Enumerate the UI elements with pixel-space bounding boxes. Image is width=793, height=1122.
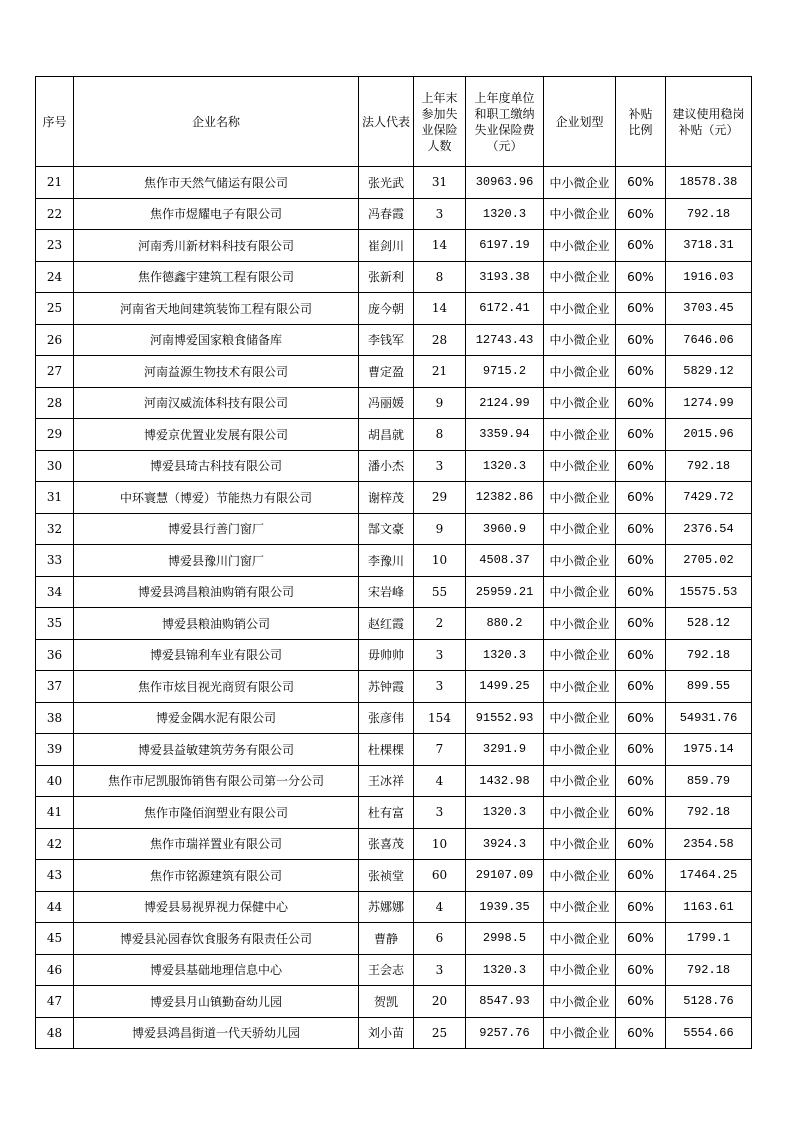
cell-legal-rep: 杜棵棵: [359, 734, 414, 766]
cell-premium: 6197.19: [466, 230, 544, 262]
cell-company: 河南益源生物技术有限公司: [74, 356, 359, 388]
cell-premium: 91552.93: [466, 702, 544, 734]
cell-subsidy: 899.55: [666, 671, 752, 703]
cell-ratio: 60%: [616, 986, 666, 1018]
cell-company: 博爱金隅水泥有限公司: [74, 702, 359, 734]
table-row: [36, 576, 752, 608]
cell-ratio: 60%: [616, 356, 666, 388]
cell-subsidy: 54931.76: [666, 702, 752, 734]
cell-subsidy: 2705.02: [666, 545, 752, 577]
table-row: [36, 1017, 752, 1049]
cell-subsidy: 1975.14: [666, 734, 752, 766]
cell-ratio: 60%: [616, 387, 666, 419]
cell-enterprise-type: 中小微企业: [544, 482, 616, 514]
table-row: [36, 639, 752, 671]
cell-ratio: 60%: [616, 450, 666, 482]
cell-premium: 1320.3: [466, 797, 544, 829]
cell-subsidy: 5554.66: [666, 1017, 752, 1049]
cell-ratio: 60%: [616, 261, 666, 293]
cell-insured-count: 28: [414, 324, 466, 356]
cell-insured-count: 4: [414, 891, 466, 923]
cell-legal-rep: 李钱军: [359, 324, 414, 356]
cell-ratio: 60%: [616, 608, 666, 640]
table-row: [36, 891, 752, 923]
cell-seq: 23: [36, 230, 74, 262]
cell-insured-count: 3: [414, 450, 466, 482]
cell-ratio: 60%: [616, 482, 666, 514]
cell-insured-count: 8: [414, 261, 466, 293]
cell-premium: 4508.37: [466, 545, 544, 577]
cell-subsidy: 15575.53: [666, 576, 752, 608]
cell-ratio: 60%: [616, 954, 666, 986]
cell-ratio: 60%: [616, 576, 666, 608]
cell-company: 焦作德鑫宇建筑工程有限公司: [74, 261, 359, 293]
cell-company: 博爱县鸿昌粮油购销有限公司: [74, 576, 359, 608]
cell-enterprise-type: 中小微企业: [544, 513, 616, 545]
table-row: [36, 765, 752, 797]
cell-company: 焦作市瑞祥置业有限公司: [74, 828, 359, 860]
header-insured-count-label: 上年末参加失业保险人数: [421, 90, 458, 153]
cell-enterprise-type: 中小微企业: [544, 954, 616, 986]
cell-company: 河南汉威流体科技有限公司: [74, 387, 359, 419]
cell-seq: 43: [36, 860, 74, 892]
cell-legal-rep: 宋岩峰: [359, 576, 414, 608]
cell-seq: 22: [36, 198, 74, 230]
table-row: [36, 608, 752, 640]
table-row: [36, 734, 752, 766]
cell-legal-rep: 苏娜娜: [359, 891, 414, 923]
cell-seq: 31: [36, 482, 74, 514]
cell-legal-rep: 张彦伟: [359, 702, 414, 734]
cell-subsidy: 7429.72: [666, 482, 752, 514]
table-row: [36, 293, 752, 325]
cell-enterprise-type: 中小微企业: [544, 1017, 616, 1049]
cell-legal-rep: 王冰祥: [359, 765, 414, 797]
cell-premium: 1320.3: [466, 198, 544, 230]
cell-legal-rep: 庞今朝: [359, 293, 414, 325]
header-row: [36, 77, 752, 167]
cell-enterprise-type: 中小微企业: [544, 198, 616, 230]
cell-subsidy: 2376.54: [666, 513, 752, 545]
cell-premium: 1320.3: [466, 639, 544, 671]
cell-subsidy: 792.18: [666, 450, 752, 482]
cell-ratio: 60%: [616, 797, 666, 829]
cell-ratio: 60%: [616, 324, 666, 356]
cell-premium: 1432.98: [466, 765, 544, 797]
cell-ratio: 60%: [616, 860, 666, 892]
cell-company: 河南秀川新材料科技有限公司: [74, 230, 359, 262]
cell-company: 博爱县豫川门窗厂: [74, 545, 359, 577]
cell-legal-rep: 刘小苗: [359, 1017, 414, 1049]
cell-seq: 45: [36, 923, 74, 955]
cell-insured-count: 6: [414, 923, 466, 955]
cell-subsidy: 2015.96: [666, 419, 752, 451]
cell-seq: 34: [36, 576, 74, 608]
cell-legal-rep: 曹定盈: [359, 356, 414, 388]
cell-premium: 3359.94: [466, 419, 544, 451]
cell-premium: 29107.09: [466, 860, 544, 892]
cell-enterprise-type: 中小微企业: [544, 702, 616, 734]
cell-premium: 880.2: [466, 608, 544, 640]
table-row: [36, 230, 752, 262]
cell-legal-rep: 张祯堂: [359, 860, 414, 892]
cell-enterprise-type: 中小微企业: [544, 545, 616, 577]
cell-seq: 47: [36, 986, 74, 1018]
cell-insured-count: 9: [414, 387, 466, 419]
cell-insured-count: 154: [414, 702, 466, 734]
table-row: [36, 324, 752, 356]
cell-insured-count: 9: [414, 513, 466, 545]
table-body: [36, 167, 752, 1049]
cell-enterprise-type: 中小微企业: [544, 230, 616, 262]
cell-premium: 3924.3: [466, 828, 544, 860]
cell-seq: 44: [36, 891, 74, 923]
cell-seq: 32: [36, 513, 74, 545]
cell-company: 河南省天地间建筑装饰工程有限公司: [74, 293, 359, 325]
cell-insured-count: 55: [414, 576, 466, 608]
cell-subsidy: 859.79: [666, 765, 752, 797]
cell-ratio: 60%: [616, 545, 666, 577]
cell-seq: 25: [36, 293, 74, 325]
cell-legal-rep: 王会志: [359, 954, 414, 986]
cell-ratio: 60%: [616, 513, 666, 545]
cell-seq: 24: [36, 261, 74, 293]
cell-company: 中环寰慧（博爱）节能热力有限公司: [74, 482, 359, 514]
cell-subsidy: 1274.99: [666, 387, 752, 419]
header-company: 企业名称: [74, 77, 359, 167]
cell-legal-rep: 潘小杰: [359, 450, 414, 482]
cell-enterprise-type: 中小微企业: [544, 167, 616, 199]
cell-legal-rep: 胡昌就: [359, 419, 414, 451]
cell-seq: 30: [36, 450, 74, 482]
cell-legal-rep: 杜有富: [359, 797, 414, 829]
cell-company: 焦作市炫目视光商贸有限公司: [74, 671, 359, 703]
cell-seq: 26: [36, 324, 74, 356]
cell-premium: 2124.99: [466, 387, 544, 419]
header-insured-count: [414, 77, 466, 167]
cell-legal-rep: 冯丽媛: [359, 387, 414, 419]
cell-insured-count: 3: [414, 198, 466, 230]
cell-legal-rep: 苏钟霞: [359, 671, 414, 703]
cell-enterprise-type: 中小微企业: [544, 356, 616, 388]
cell-premium: 30963.96: [466, 167, 544, 199]
cell-ratio: 60%: [616, 671, 666, 703]
cell-company: 博爱县鸿昌街道一代天骄幼儿园: [74, 1017, 359, 1049]
cell-insured-count: 2: [414, 608, 466, 640]
cell-insured-count: 25: [414, 1017, 466, 1049]
cell-insured-count: 31: [414, 167, 466, 199]
cell-enterprise-type: 中小微企业: [544, 293, 616, 325]
table-row: [36, 797, 752, 829]
cell-subsidy: 3703.45: [666, 293, 752, 325]
cell-premium: 3960.9: [466, 513, 544, 545]
header-premium-label: 上年度单位和职工缴纳失业保险费（元）: [474, 90, 535, 153]
cell-enterprise-type: 中小微企业: [544, 671, 616, 703]
cell-enterprise-type: 中小微企业: [544, 765, 616, 797]
cell-subsidy: 17464.25: [666, 860, 752, 892]
cell-seq: 36: [36, 639, 74, 671]
cell-premium: 25959.21: [466, 576, 544, 608]
cell-premium: 1499.25: [466, 671, 544, 703]
cell-legal-rep: 谢梓茂: [359, 482, 414, 514]
cell-premium: 6172.41: [466, 293, 544, 325]
cell-enterprise-type: 中小微企业: [544, 419, 616, 451]
table-row: [36, 167, 752, 199]
cell-seq: 33: [36, 545, 74, 577]
cell-premium: 3291.9: [466, 734, 544, 766]
cell-company: 河南博爱国家粮食储备库: [74, 324, 359, 356]
cell-premium: 12743.43: [466, 324, 544, 356]
cell-company: 博爱京优置业发展有限公司: [74, 419, 359, 451]
cell-legal-rep: 崔剑川: [359, 230, 414, 262]
cell-enterprise-type: 中小微企业: [544, 608, 616, 640]
cell-enterprise-type: 中小微企业: [544, 891, 616, 923]
table-row: [36, 198, 752, 230]
cell-subsidy: 1799.1: [666, 923, 752, 955]
cell-premium: 2998.5: [466, 923, 544, 955]
cell-company: 博爱县沁园春饮食服务有限责任公司: [74, 923, 359, 955]
cell-company: 焦作市隆佰润塑业有限公司: [74, 797, 359, 829]
cell-ratio: 60%: [616, 891, 666, 923]
cell-subsidy: 18578.38: [666, 167, 752, 199]
cell-insured-count: 10: [414, 545, 466, 577]
cell-subsidy: 1163.61: [666, 891, 752, 923]
header-ratio: [616, 77, 666, 167]
cell-premium: 12382.86: [466, 482, 544, 514]
cell-seq: 28: [36, 387, 74, 419]
cell-insured-count: 14: [414, 293, 466, 325]
header-ratio-label: 补贴比例: [628, 106, 653, 137]
cell-premium: 9715.2: [466, 356, 544, 388]
cell-insured-count: 60: [414, 860, 466, 892]
cell-insured-count: 10: [414, 828, 466, 860]
cell-premium: 9257.76: [466, 1017, 544, 1049]
cell-ratio: 60%: [616, 702, 666, 734]
cell-enterprise-type: 中小微企业: [544, 324, 616, 356]
cell-insured-count: 4: [414, 765, 466, 797]
table-row: [36, 356, 752, 388]
cell-insured-count: 8: [414, 419, 466, 451]
cell-seq: 48: [36, 1017, 74, 1049]
cell-company: 焦作市天然气储运有限公司: [74, 167, 359, 199]
subsidy-table: [35, 76, 752, 1049]
cell-ratio: 60%: [616, 734, 666, 766]
cell-subsidy: 792.18: [666, 198, 752, 230]
cell-insured-count: 29: [414, 482, 466, 514]
cell-ratio: 60%: [616, 1017, 666, 1049]
table-row: [36, 419, 752, 451]
cell-legal-rep: 李豫川: [359, 545, 414, 577]
header-premium: [466, 77, 544, 167]
cell-seq: 38: [36, 702, 74, 734]
cell-subsidy: 792.18: [666, 797, 752, 829]
cell-company: 焦作市煜耀电子有限公司: [74, 198, 359, 230]
cell-legal-rep: 赵红霞: [359, 608, 414, 640]
cell-company: 博爱县益敏建筑劳务有限公司: [74, 734, 359, 766]
cell-ratio: 60%: [616, 765, 666, 797]
table-row: [36, 702, 752, 734]
cell-subsidy: 5829.12: [666, 356, 752, 388]
table-row: [36, 954, 752, 986]
cell-ratio: 60%: [616, 419, 666, 451]
cell-enterprise-type: 中小微企业: [544, 639, 616, 671]
cell-seq: 39: [36, 734, 74, 766]
cell-enterprise-type: 中小微企业: [544, 261, 616, 293]
cell-ratio: 60%: [616, 639, 666, 671]
table-row: [36, 828, 752, 860]
cell-subsidy: 792.18: [666, 639, 752, 671]
cell-premium: 3193.38: [466, 261, 544, 293]
cell-enterprise-type: 中小微企业: [544, 860, 616, 892]
table-row: [36, 986, 752, 1018]
cell-seq: 41: [36, 797, 74, 829]
cell-subsidy: 3718.31: [666, 230, 752, 262]
table-row: [36, 450, 752, 482]
cell-company: 博爱县易视界视力保健中心: [74, 891, 359, 923]
cell-premium: 8547.93: [466, 986, 544, 1018]
cell-company: 焦作市尼凯服饰销售有限公司第一分公司: [74, 765, 359, 797]
table-row: [36, 482, 752, 514]
cell-premium: 1320.3: [466, 954, 544, 986]
cell-ratio: 60%: [616, 230, 666, 262]
header-subsidy: [666, 77, 752, 167]
cell-enterprise-type: 中小微企业: [544, 387, 616, 419]
cell-subsidy: 5128.76: [666, 986, 752, 1018]
cell-legal-rep: 张喜茂: [359, 828, 414, 860]
cell-insured-count: 3: [414, 671, 466, 703]
cell-insured-count: 21: [414, 356, 466, 388]
cell-seq: 29: [36, 419, 74, 451]
cell-seq: 46: [36, 954, 74, 986]
table-row: [36, 261, 752, 293]
cell-legal-rep: 郜文豪: [359, 513, 414, 545]
cell-enterprise-type: 中小微企业: [544, 450, 616, 482]
cell-enterprise-type: 中小微企业: [544, 986, 616, 1018]
cell-seq: 40: [36, 765, 74, 797]
cell-legal-rep: 曹静: [359, 923, 414, 955]
table-row: [36, 513, 752, 545]
cell-insured-count: 20: [414, 986, 466, 1018]
cell-seq: 21: [36, 167, 74, 199]
cell-insured-count: 3: [414, 797, 466, 829]
cell-ratio: 60%: [616, 923, 666, 955]
cell-enterprise-type: 中小微企业: [544, 923, 616, 955]
header-enterprise-type: 企业划型: [544, 77, 616, 167]
cell-company: 博爱县月山镇勤奋幼儿园: [74, 986, 359, 1018]
table-row: [36, 387, 752, 419]
table-row: [36, 671, 752, 703]
header-subsidy-label: 建议使用稳岗补贴（元）: [672, 106, 745, 137]
cell-company: 博爱县琦古科技有限公司: [74, 450, 359, 482]
cell-subsidy: 528.12: [666, 608, 752, 640]
header-seq: 序号: [36, 77, 74, 167]
cell-subsidy: 792.18: [666, 954, 752, 986]
cell-seq: 35: [36, 608, 74, 640]
cell-enterprise-type: 中小微企业: [544, 797, 616, 829]
cell-ratio: 60%: [616, 828, 666, 860]
cell-legal-rep: 张新利: [359, 261, 414, 293]
cell-company: 博爱县粮油购销公司: [74, 608, 359, 640]
cell-ratio: 60%: [616, 293, 666, 325]
table-row: [36, 545, 752, 577]
cell-premium: 1320.3: [466, 450, 544, 482]
cell-enterprise-type: 中小微企业: [544, 828, 616, 860]
cell-seq: 27: [36, 356, 74, 388]
cell-insured-count: 7: [414, 734, 466, 766]
cell-insured-count: 14: [414, 230, 466, 262]
table-row: [36, 860, 752, 892]
cell-insured-count: 3: [414, 954, 466, 986]
cell-insured-count: 3: [414, 639, 466, 671]
cell-enterprise-type: 中小微企业: [544, 734, 616, 766]
cell-legal-rep: 冯春霞: [359, 198, 414, 230]
cell-company: 焦作市铭源建筑有限公司: [74, 860, 359, 892]
cell-legal-rep: 毋帅帅: [359, 639, 414, 671]
cell-company: 博爱县基础地理信息中心: [74, 954, 359, 986]
cell-legal-rep: 张光武: [359, 167, 414, 199]
cell-company: 博爱县锦利车业有限公司: [74, 639, 359, 671]
cell-subsidy: 2354.58: [666, 828, 752, 860]
cell-seq: 37: [36, 671, 74, 703]
cell-legal-rep: 贺凯: [359, 986, 414, 1018]
cell-ratio: 60%: [616, 198, 666, 230]
cell-seq: 42: [36, 828, 74, 860]
cell-subsidy: 7646.06: [666, 324, 752, 356]
cell-enterprise-type: 中小微企业: [544, 576, 616, 608]
cell-premium: 1939.35: [466, 891, 544, 923]
cell-ratio: 60%: [616, 167, 666, 199]
cell-company: 博爱县行善门窗厂: [74, 513, 359, 545]
table-row: [36, 923, 752, 955]
cell-subsidy: 1916.03: [666, 261, 752, 293]
header-legal-rep: 法人代表: [359, 77, 414, 167]
